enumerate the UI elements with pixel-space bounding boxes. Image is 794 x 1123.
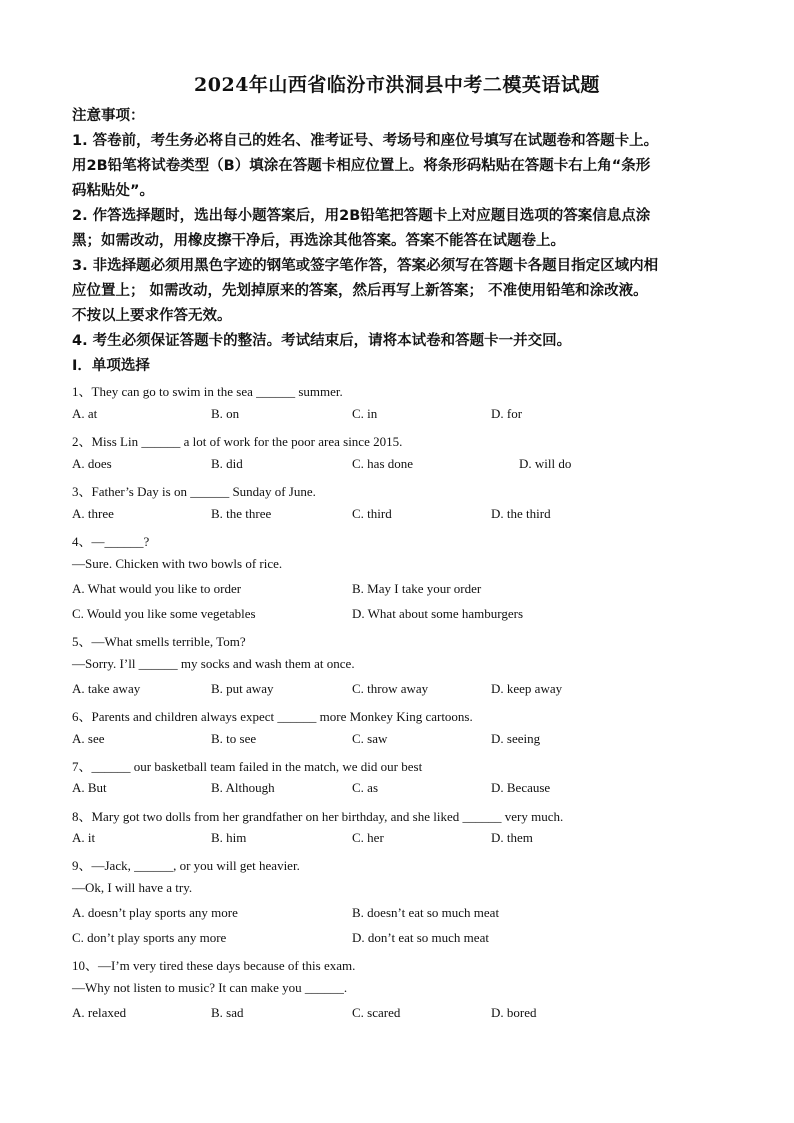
notice-line: 3. 非选择题必须用黑色字迹的钢笔或签字笔作答，答案必须写在答题卡各题目指定区域内相 xyxy=(72,258,659,274)
notice-line: 1. 答卷前，考生务必将自己的姓名、准考证号、考场号和座位号填写在试题卷和答题卡上。 xyxy=(72,133,659,149)
question-stem: —Why not listen to music? It can make you ______. xyxy=(72,980,348,995)
question-stem: 6、Parents and children always expect ______ more Monkey King cartoons. xyxy=(72,709,473,724)
option-a: A. see xyxy=(72,731,105,746)
notice-line: 2. 作答选择题时，选出每小题答案后，用2B铅笔把答题卡上对应题目选项的答案信息点涂 xyxy=(72,208,651,224)
option-a: A. doesn’t play sports any more xyxy=(72,905,238,920)
option-c: C. has done xyxy=(352,456,414,471)
option-c: C. in xyxy=(352,406,378,421)
option-b: B. sad xyxy=(211,1005,244,1020)
question-stem: 9、—Jack, ______, or you will get heavier. xyxy=(72,858,300,873)
option-d: D. will do xyxy=(519,456,572,471)
option-d: D. seeing xyxy=(491,731,541,746)
notice-line: 不按以上要求作答无效。 xyxy=(72,308,232,324)
notice-line: 用2B铅笔将试卷类型（B）填涂在答题卡相应位置上。将条形码粘贴在答题卡右上角“条形 xyxy=(72,158,651,174)
option-c: C. third xyxy=(352,506,392,521)
option-b: B. put away xyxy=(211,681,274,696)
option-a: A. at xyxy=(72,406,98,421)
question-stem: 5、—What smells terrible, Tom? xyxy=(72,634,246,649)
question-stem: —Ok, I will have a try. xyxy=(72,880,193,895)
option-c: C. throw away xyxy=(352,681,429,696)
page-title: 2024年山西省临汾市洪洞县中考二模英语试题 xyxy=(194,74,600,96)
option-b: B. Although xyxy=(211,780,275,795)
option-b: B. to see xyxy=(211,731,257,746)
question-stem: 3、Father’s Day is on ______ Sunday of June. xyxy=(72,484,316,499)
question-stem: 1、They can go to swim in the sea ______ summer. xyxy=(72,384,343,399)
option-c: C. as xyxy=(352,780,378,795)
question-stem: 10、—I’m very tired these days because of this exam. xyxy=(72,958,356,973)
option-b: B. May I take your order xyxy=(352,581,482,596)
option-d: D. don’t eat so much meat xyxy=(352,930,489,945)
section-heading: Ⅰ．单项选择 xyxy=(72,358,150,374)
option-b: B. did xyxy=(211,456,243,471)
notice-line: 4. 考生必须保证答题卡的整洁。考试结束后，请将本试卷和答题卡一并交回。 xyxy=(72,333,572,349)
option-d: D. them xyxy=(491,830,533,845)
question-stem: 7、______ our basketball team failed in the match, we did our best xyxy=(72,759,423,774)
option-d: D. keep away xyxy=(491,681,563,696)
option-c: C. Would you like some vegetables xyxy=(72,606,256,621)
option-c: C. her xyxy=(352,830,384,845)
option-a: A. three xyxy=(72,506,114,521)
question-stem: 2、Miss Lin ______ a lot of work for the poor area since 2015. xyxy=(72,434,403,449)
option-a: A. But xyxy=(72,780,107,795)
question-stem: 8、Mary got two dolls from her grandfather on her birthday, and she liked ______ very much. xyxy=(72,809,564,824)
option-d: D. the third xyxy=(491,506,551,521)
option-a: A. it xyxy=(72,830,96,845)
notice-heading: 注意事项： xyxy=(72,108,145,124)
option-a: A. relaxed xyxy=(72,1005,127,1020)
option-d: D. Because xyxy=(491,780,551,795)
option-d: D. for xyxy=(491,406,523,421)
option-b: B. on xyxy=(211,406,240,421)
option-b: B. doesn’t eat so much meat xyxy=(352,905,500,920)
option-c: C. saw xyxy=(352,731,388,746)
question-stem: —Sure. Chicken with two bowls of rice. xyxy=(72,556,283,571)
option-b: B. the three xyxy=(211,506,272,521)
notice-line: 应位置上； 如需改动，先划掉原来的答案，然后再写上新答案； 不准使用铅笔和涂改液。 xyxy=(72,283,648,299)
question-stem: 4、—______? xyxy=(72,534,150,549)
option-d: D. bored xyxy=(491,1005,537,1020)
option-c: C. scared xyxy=(352,1005,401,1020)
option-c: C. don’t play sports any more xyxy=(72,930,227,945)
notice-line: 码粘贴处”。 xyxy=(72,183,155,199)
option-a: A. take away xyxy=(72,681,141,696)
option-a: A. does xyxy=(72,456,112,471)
option-b: B. him xyxy=(211,830,247,845)
question-stem: —Sorry. I’ll ______ my socks and wash them at once. xyxy=(72,656,355,671)
option-d: D. What about some hamburgers xyxy=(352,606,524,621)
option-a: A. What would you like to order xyxy=(72,581,242,596)
notice-line: 黑；如需改动，用橡皮擦干净后，再选涂其他答案。答案不能答在试题卷上。 xyxy=(72,233,565,249)
